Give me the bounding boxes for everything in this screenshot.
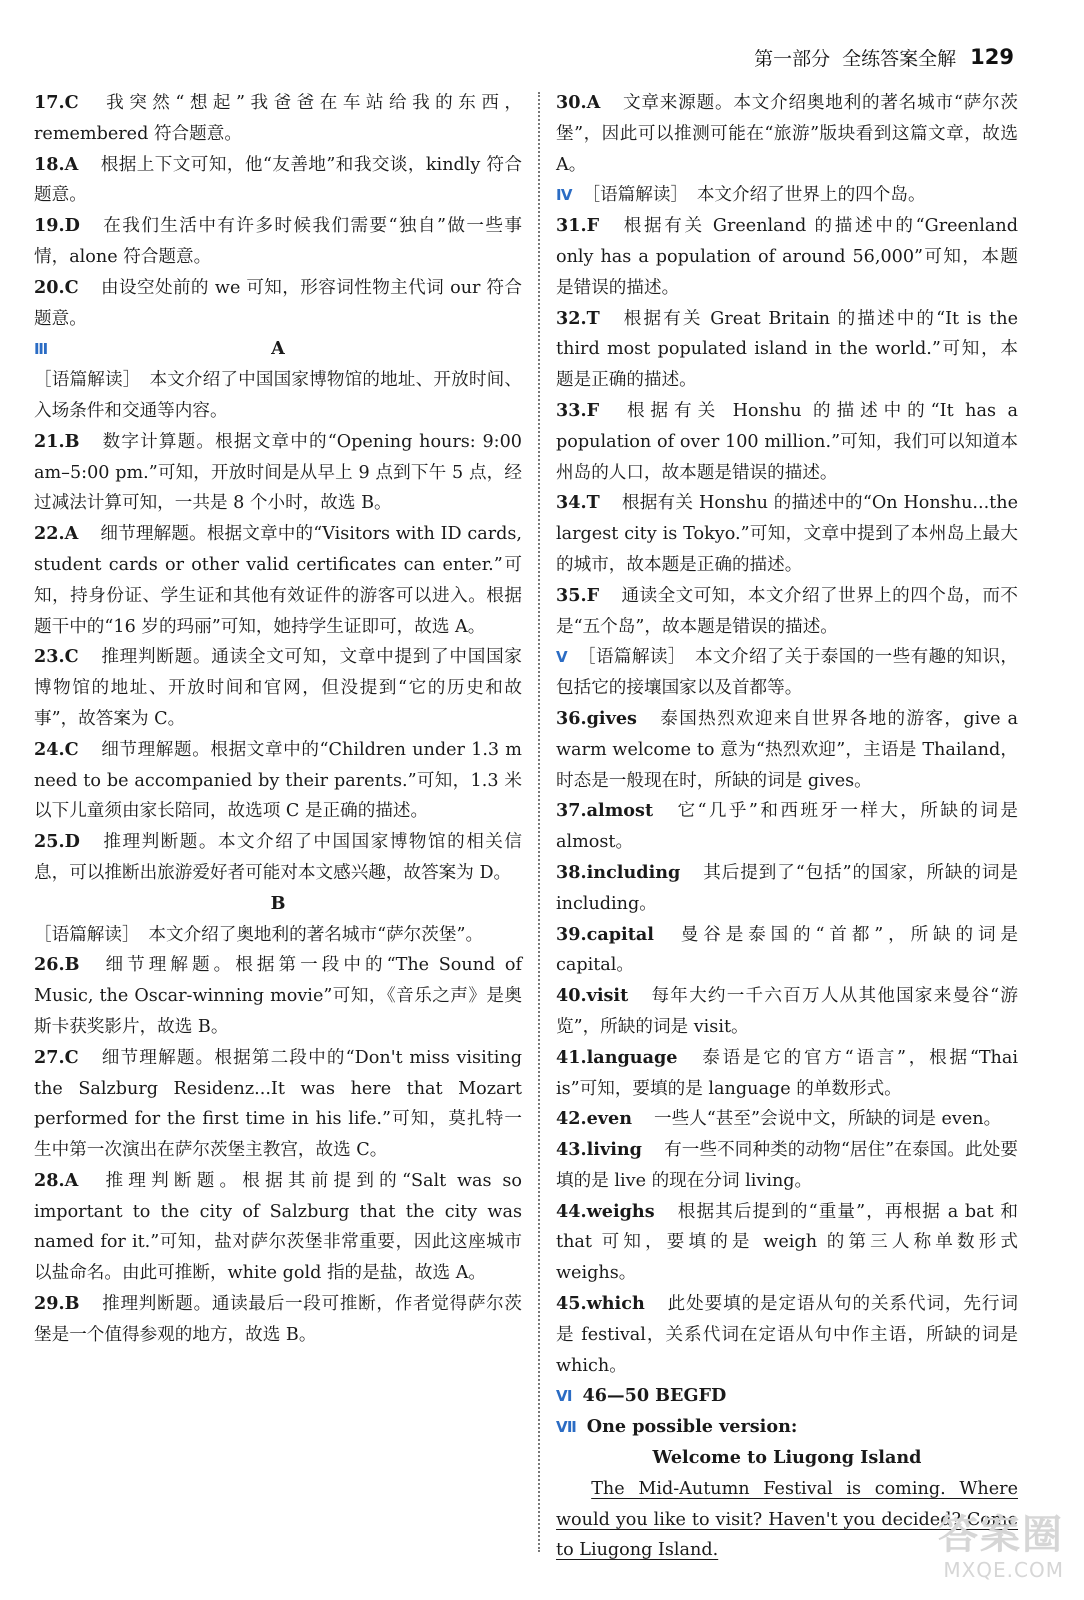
section-heading: [34, 334, 522, 365]
essay-body: The Mid-Autumn Festival is coming. Where would you like to visit? Haven't you decided? Come to Liugong Island.: [556, 1478, 1018, 1561]
answer-number: 45.which: [556, 1293, 645, 1315]
answer-number: 44.weighs: [556, 1200, 655, 1222]
passage-summary: ［语篇解读］ 本文介绍了中国国家博物馆的地址、开放时间、入场条件和交通等内容。: [34, 370, 522, 421]
answer-number: 35.F: [556, 584, 600, 606]
answer-explanation: 每年大约一千六百万人从其他国家来曼谷“游览”，所缺的词是 visit。: [556, 986, 1018, 1037]
heading-text: 46—50 BEGFD: [582, 1385, 727, 1407]
answer-number: 29.B: [34, 1293, 80, 1315]
answer-explanation: 根据有关 Great Britain 的描述中的“It is the third most populated island in the world.”可知，本题是正确的描述。: [556, 308, 1018, 391]
answer-explanation: 由设空处前的 we 可知，形容词性物主代词 our 符合题意。: [34, 277, 522, 329]
answer-item: [556, 796, 1018, 858]
column-divider: [538, 92, 540, 1552]
answer-explanation: 文章来源题。本文介绍奥地利的著名城市“萨尔茨堡”，因此可以推测可能在“旅游”版块看到这篇文章，故选 A。: [556, 93, 1018, 175]
watermark-logo: [874, 1512, 1064, 1582]
answer-explanation: 通读全文可知，本文介绍了世界上的四个岛，而不是“五个岛”，故本题是错误的描述。: [556, 585, 1018, 637]
answer-explanation: 有一些不同种类的动物“居住”在泰国。此处要填的是 live 的现在分词 living。: [556, 1140, 1018, 1191]
answer-explanation: 其后提到了“包括”的国家，所缺的词是 including。: [556, 862, 1018, 914]
answer-number: 21.B: [34, 430, 80, 452]
roman-numeral: Ⅳ: [556, 186, 573, 205]
answer-item: [556, 396, 1018, 488]
answer-explanation: 数字计算题。根据文章中的“Opening hours: 9:00 am–5:00 pm.”可知，开放时间是从早上 9 点到下午 5 点，经过减法计算可知，一共是 8 个小时，故选 B。: [34, 431, 522, 514]
roman-numeral: Ⅵ: [556, 1387, 573, 1406]
answer-number: 18.A: [34, 153, 79, 175]
answer-number: 19.D: [34, 215, 80, 237]
section-heading: [556, 1412, 1018, 1443]
answer-number: 41.language: [556, 1046, 678, 1068]
summary-text: ［语篇解读］ 本文介绍了世界上的四个岛。: [582, 185, 926, 206]
answer-number: 23.C: [34, 646, 79, 668]
answer-item: [34, 88, 522, 150]
answer-item: [556, 704, 1018, 796]
left-column: [34, 88, 522, 1351]
answer-item: [34, 519, 522, 642]
roman-numeral: Ⅴ: [556, 648, 568, 667]
watermark-text: 答案圈: [938, 1512, 1064, 1558]
answer-number: 38.including: [556, 861, 681, 883]
answer-number: 17.C: [34, 92, 79, 113]
answer-number: 36.gives: [556, 707, 637, 729]
header-section: 第一部分: [754, 47, 831, 70]
answer-number: 27.C: [34, 1046, 79, 1068]
answer-explanation: 此处要填的是定语从句的关系代词，先行词是 festival，关系代词在定语从句中作主语，所缺的词是 which。: [556, 1294, 1018, 1376]
answer-item: [34, 642, 522, 734]
answer-explanation: 细节理解题。根据文章中的“Children under 1.3 m need to be accompanied by their parents.”可知，1.3 米以下儿童须由家长陪同，故选项 C 是正确的描述。: [34, 739, 522, 822]
section-heading: [556, 1381, 1018, 1412]
roman-numeral: Ⅶ: [556, 1418, 577, 1437]
watermark-url: MXQE.COM: [943, 1558, 1064, 1582]
answer-explanation: 细节理解题。根据第一段中的“The Sound of Music, the Oscar-winning movie”可知，《音乐之声》是奥斯卡获奖影片，故选 B。: [34, 955, 522, 1037]
answer-explanation: 根据有关 Greenland 的描述中的“Greenland only has a population of around 56,000”可知，本题是错误的描述。: [556, 216, 1018, 298]
answer-explanation: 根据其后提到的“重量”，再根据 a bat 和 that 可知，要填的是 weigh 的第三人称单数形式 weighs。: [556, 1201, 1018, 1284]
answer-item: [34, 950, 522, 1042]
answer-number: 22.A: [34, 523, 79, 545]
answer-explanation: 细节理解题。根据第二段中的“Don't miss visiting the Salzburg Residenz...It was here that Mozart performed for the first time in his life.”可知，莫扎特一生中第一次演出在萨尔茨堡主教宫，故选 C。: [34, 1047, 522, 1161]
answer-explanation: 细节理解题。根据文章中的“Visitors with ID cards, student cards or other valid certificates can enter.”可知，持身份证、学生证和其他有效证件的游客可以进入。根据题干中的“16 岁的玛丽”可知，她持学生证即可，故选 A。: [34, 524, 522, 637]
answer-number: 32.T: [556, 307, 600, 329]
answer-explanation: 我突然“想起”我爸爸在车站给我的东西，remembered 符合题意。: [34, 93, 522, 144]
answer-item: [556, 981, 1018, 1043]
section-summary: [556, 642, 1018, 704]
answer-item: [556, 211, 1018, 303]
answer-item: [34, 1289, 522, 1351]
answer-item: [556, 304, 1018, 396]
answer-item: [556, 1289, 1018, 1381]
answer-item: [34, 827, 522, 889]
page-number: 129: [970, 45, 1014, 69]
answer-explanation: 推理判断题。通读最后一段可推断，作者觉得萨尔茨堡是一个值得参观的地方，故选 B。: [34, 1294, 522, 1345]
answer-item: [556, 1197, 1018, 1289]
answer-item: [556, 581, 1018, 643]
answer-explanation: 一些人“甚至”会说中文，所缺的词是 even。: [654, 1109, 1002, 1130]
answer-number: 34.T: [556, 492, 600, 514]
answer-item: [34, 211, 522, 273]
answer-item: [556, 488, 1018, 580]
answer-number: 20.C: [34, 276, 79, 298]
answer-number: 31.F: [556, 215, 600, 237]
answer-item: [34, 1043, 522, 1166]
header-title: 全练答案全解: [842, 47, 957, 70]
answer-item: [34, 427, 522, 519]
answer-number: 30.A: [556, 92, 601, 113]
answer-number: 39.capital: [556, 923, 654, 945]
answer-number: 43.living: [556, 1139, 642, 1161]
answer-item: [34, 1166, 522, 1289]
answer-item: [556, 88, 1018, 180]
answer-item: [34, 273, 522, 335]
page-header: [754, 42, 1014, 72]
answer-item: [556, 1043, 1018, 1105]
answer-explanation: 泰国热烈欢迎来自世界各地的游客，give a warm welcome to 意为“热烈欢迎”，主语是 Thailand，时态是一般现在时，所缺的词是 gives。: [556, 708, 1018, 791]
essay-title: Welcome to Liugong Island: [652, 1447, 922, 1469]
section-letter: B: [270, 892, 286, 914]
answer-number: 37.almost: [556, 800, 654, 822]
passage-summary: ［语篇解读］ 本文介绍了奥地利的著名城市“萨尔茨堡”。: [34, 924, 484, 945]
answer-number: 26.B: [34, 954, 80, 976]
answer-item: [556, 1104, 1018, 1135]
right-column: [556, 88, 1018, 1566]
answer-item: [34, 735, 522, 827]
section-heading: [34, 889, 522, 920]
answer-explanation: 根据上下文可知，他“友善地”和我交谈，kindly 符合题意。: [34, 154, 522, 206]
summary-text: ［语篇解读］ 本文介绍了关于泰国的一些有趣的知识，包括它的接壤国家以及首都等。: [556, 647, 1018, 699]
section-letter: A: [271, 338, 285, 360]
answer-number: 25.D: [34, 831, 80, 853]
answer-number: 33.F: [556, 399, 600, 421]
answer-explanation: 根据有关 Honshu 的描述中的“On Honshu...the largest city is Tokyo.”可知，文章中提到了本州岛上最大的城市，故本题是正确的描述。: [556, 493, 1018, 575]
section-summary: [556, 180, 1018, 211]
answer-explanation: 根据有关 Honshu 的描述中的“It has a population of over 100 million.”可知，我们可以知道本州岛的人口，故本题是错误的描述。: [556, 400, 1018, 483]
answer-explanation: 在我们生活中有许多时候我们需要“独自”做一些事情，alone 符合题意。: [34, 216, 522, 267]
answer-item: [34, 150, 522, 212]
answer-item: [556, 1135, 1018, 1197]
answer-explanation: 推理判断题。本文介绍了中国国家博物馆的相关信息，可以推断出旅游爱好者可能对本文感兴趣，故答案为 D。: [34, 832, 522, 883]
answer-number: 24.C: [34, 738, 79, 760]
answer-item: [556, 920, 1018, 982]
roman-numeral: Ⅲ: [34, 340, 49, 359]
answer-number: 28.A: [34, 1169, 79, 1191]
answer-item: [556, 858, 1018, 920]
answer-explanation: 曼谷是泰国的“首都”，所缺的词是 capital。: [556, 924, 1018, 976]
answer-explanation: 推理判断题。通读全文可知，文章中提到了中国国家博物馆的地址、开放时间和官网，但没提到“它的历史和故事”，故答案为 C。: [34, 647, 522, 729]
answer-number: 40.visit: [556, 985, 629, 1007]
answer-explanation: 它“几乎”和西班牙一样大，所缺的词是 almost。: [556, 801, 1018, 853]
answer-explanation: 推理判断题。根据其前提到的“Salt was so important to the city of Salzburg that the city was named for it.”可知，盐对萨尔茨堡非常重要，因此这座城市以盐命名。由此可推断，white gold 指的是盐，故选 A。: [34, 1170, 522, 1284]
answer-number: 42.even: [556, 1108, 633, 1130]
heading-text: One possible version:: [586, 1416, 798, 1438]
answer-explanation: 泰语是它的官方“语言”，根据“Thai is”可知，要填的是 language 的单数形式。: [556, 1047, 1018, 1099]
